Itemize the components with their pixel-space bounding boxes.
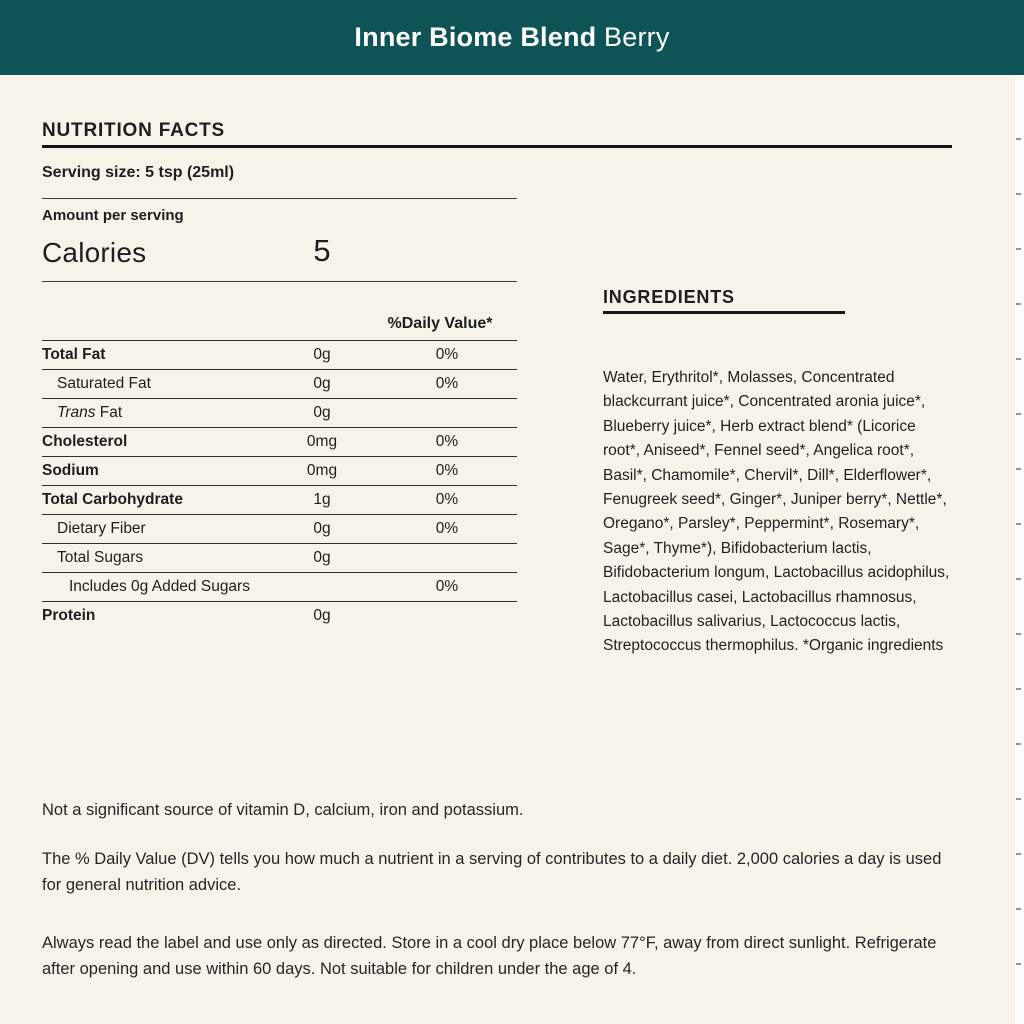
nutrient-daily-value: 0% — [435, 375, 459, 392]
nutrient-daily-value: 0% — [435, 491, 459, 508]
nutrient-label: Trans Fat — [57, 404, 123, 421]
nutrition-row — [42, 457, 517, 486]
product-title-name: Inner Biome Blend — [354, 22, 597, 52]
nutrition-row — [42, 573, 517, 602]
ingredients-text: Water, Erythritol*, Molasses, Concentrated blackcurrant juice*, Concentrated aronia juice*, Blueberry juice*, Herb extract blend* (Licorice root*, Aniseed*, Fennel seed*, Angelica root*, Basil*, Chamomile*, Chervil*, Dill*, Elderflower*, Fenugreek seed*, Ginger*, Juniper berry*, Nettle*, Oregano*, Parsley*, Peppermint*, Rosemary*, Sage*, Thyme*), Bifidobacterium lactis, Bifidobacterium longum, Lactobacillus acidophilus, Lactobacillus casei, Lactobacillus rhamnosus, Lactobacillus salivarius, Lactococcus lactis, Streptococcus thermophilus. *Organic ingredients — [603, 369, 950, 655]
nutrition-row — [42, 515, 517, 544]
nutrient-label: Cholesterol — [42, 433, 128, 450]
calories-label: Calories — [42, 237, 147, 268]
product-title — [354, 22, 669, 53]
nutrient-daily-value: 0% — [435, 433, 459, 450]
nutrient-daily-value: 0% — [435, 346, 459, 363]
nutrition-row — [42, 602, 517, 630]
nutrient-daily-value: 0% — [435, 578, 459, 595]
nutrient-daily-value: 0% — [435, 520, 459, 537]
nutrient-amount: 0g — [313, 607, 331, 624]
nutrient-amount: 0mg — [306, 433, 338, 450]
nutrition-row — [42, 341, 517, 370]
nutrient-label: Dietary Fiber — [57, 520, 146, 537]
nutrition-table-rows — [42, 341, 517, 630]
product-title-flavor: Berry — [596, 22, 670, 52]
nutrition-facts-heading: NUTRITION FACTS — [42, 120, 225, 141]
nutrient-amount: 0g — [313, 375, 331, 392]
ingredients-rule — [603, 311, 845, 314]
separator-line — [42, 198, 517, 199]
separator-line — [42, 281, 517, 282]
nutrition-row — [42, 370, 517, 399]
nutrient-amount: 0g — [313, 346, 331, 363]
serving-size: Serving size: 5 tsp (25ml) — [42, 164, 235, 181]
daily-value-header: %Daily Value* — [387, 315, 493, 332]
ingredients-heading: INGREDIENTS — [603, 287, 735, 307]
nutrient-amount: 0g — [313, 520, 331, 537]
nutrition-row — [42, 544, 517, 573]
nutrition-row — [42, 428, 517, 457]
label-right-edge — [1014, 75, 1024, 1024]
nutrient-label: Total Carbohydrate — [42, 491, 183, 508]
product-header-band — [0, 0, 1024, 75]
footnote-usage-warning: Always read the label and use only as directed. Store in a cool dry place below 77°F, away from direct sunlight. Refrigerate after opening and use within 60 days. Not suitable for children under the age of 4. — [42, 934, 937, 978]
edge-tick-marks — [1016, 85, 1021, 1015]
nutrient-amount: 1g — [313, 491, 331, 508]
nutrition-facts-rule — [42, 145, 952, 148]
nutrient-label: Includes 0g Added Sugars — [69, 578, 250, 595]
nutrient-label: Protein — [42, 607, 96, 624]
nutrition-row — [42, 399, 517, 428]
nutrient-label: Total Fat — [42, 346, 106, 363]
nutrient-amount: 0g — [313, 549, 331, 566]
nutrient-label: Total Sugars — [57, 549, 144, 566]
nutrient-label: Sodium — [42, 462, 99, 479]
nutrient-amount: 0g — [313, 404, 331, 421]
nutrient-label: Saturated Fat — [57, 375, 151, 392]
nutrient-amount: 0mg — [306, 462, 338, 479]
amount-per-serving-label: Amount per serving — [42, 207, 184, 224]
footnote-daily-value: The % Daily Value (DV) tells you how much a nutrient in a serving of contributes to a daily diet. 2,000 calories a day is used for general nutrition advice. — [42, 850, 942, 894]
nutrition-row — [42, 486, 517, 515]
nutrient-daily-value: 0% — [435, 462, 459, 479]
footnote-not-significant: Not a significant source of vitamin D, calcium, iron and potassium. — [42, 801, 524, 819]
calories-value: 5 — [313, 233, 331, 268]
